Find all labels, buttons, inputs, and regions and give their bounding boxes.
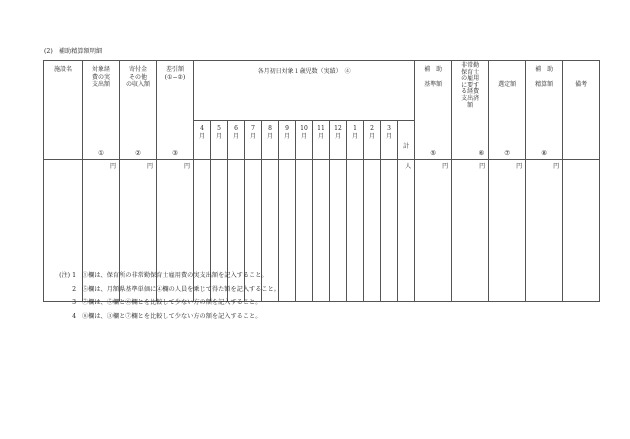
month-2: 2 月 bbox=[364, 121, 381, 160]
header-nonregular-expense: 非常勤 保育士 の雇用 に要す る経費 支出済 額 ⑥ bbox=[452, 61, 489, 160]
cell-difference: 円 bbox=[157, 160, 194, 302]
mark-7: ⑦ bbox=[504, 149, 511, 157]
month-11: 11 月 bbox=[313, 121, 330, 160]
header-donation-income: 寄付金 その他 の収入額 ② bbox=[120, 61, 157, 160]
note-3: 3 ⑦欄は、⑤欄と⑥欄とを比較して少ない方の額を記入すること。 bbox=[72, 299, 262, 307]
cell-month-3 bbox=[381, 160, 398, 302]
header-remarks: 備考 bbox=[563, 61, 600, 160]
month-1: 1 月 bbox=[347, 121, 364, 160]
notes bbox=[48, 269, 280, 323]
subsidy-settlement-table bbox=[43, 60, 600, 302]
cell-donation-income: 円 bbox=[120, 160, 157, 302]
month-4: 4 月 bbox=[194, 121, 211, 160]
cell-month-11 bbox=[313, 160, 330, 302]
section-heading: 補助精算額明細 bbox=[58, 48, 103, 55]
cell-month-1 bbox=[347, 160, 364, 302]
month-5: 5 月 bbox=[211, 121, 228, 160]
mark-8: ⑧ bbox=[541, 149, 548, 157]
note-2: 2 ⑤欄は、月額県基準単価に④欄の人員を乗じて得た額を記入すること。 bbox=[72, 285, 280, 293]
cell-month-12 bbox=[330, 160, 347, 302]
mark-5: ⑤ bbox=[430, 149, 437, 157]
cell-settlement-amount: 円 bbox=[526, 160, 563, 302]
header-difference: 差引額 (①−②) ③ bbox=[157, 61, 194, 160]
header-facility-name: 施設名 bbox=[44, 61, 83, 160]
cell-standard-amount: 円 bbox=[415, 160, 452, 302]
mark-2: ② bbox=[135, 149, 141, 157]
month-6: 6 月 bbox=[228, 121, 245, 160]
month-9: 9 月 bbox=[279, 121, 296, 160]
header-selected-amount: 選定額 ⑦ bbox=[489, 61, 526, 160]
header-standard-amount: 補 助 基準額 ⑤ bbox=[415, 61, 452, 160]
mark-6: ⑥ bbox=[478, 149, 485, 157]
header-settlement-amount: 補 助 精算額 ⑧ bbox=[526, 61, 563, 160]
month-7: 7 月 bbox=[245, 121, 262, 160]
note-1: (注) 1 ①欄は、保育所の非常勤保育士雇用費の実支出額を記入すること。 bbox=[59, 272, 268, 279]
cell-month-total: 人 bbox=[398, 160, 415, 302]
cell-month-10 bbox=[296, 160, 313, 302]
cell-month-2 bbox=[364, 160, 381, 302]
cell-nonregular-expense: 円 bbox=[452, 160, 489, 302]
header-target-expense: 対象経 費の実 支出額 ① bbox=[83, 61, 120, 160]
notes-label: (注) bbox=[59, 272, 71, 279]
note-4: 4 ⑧欄は、③欄と⑦欄とを比較して少ない方の額を記入すること。 bbox=[72, 312, 262, 320]
month-total: 計 bbox=[398, 121, 415, 160]
cell-remarks bbox=[563, 160, 600, 302]
month-8: 8 月 bbox=[262, 121, 279, 160]
month-3: 3 月 bbox=[381, 121, 398, 160]
mark-1: ① bbox=[98, 149, 104, 157]
month-10: 10 月 bbox=[296, 121, 313, 160]
section-title bbox=[44, 46, 108, 55]
mark-3: ③ bbox=[172, 149, 178, 157]
month-12: 12 月 bbox=[330, 121, 347, 160]
cell-target-expense: 円 bbox=[83, 160, 120, 302]
section-number: (2) bbox=[44, 48, 53, 55]
header-monthly-count: 各月初日対象１歳児数（実績） ④ bbox=[194, 61, 415, 121]
cell-month-9 bbox=[279, 160, 296, 302]
cell-selected-amount: 円 bbox=[489, 160, 526, 302]
